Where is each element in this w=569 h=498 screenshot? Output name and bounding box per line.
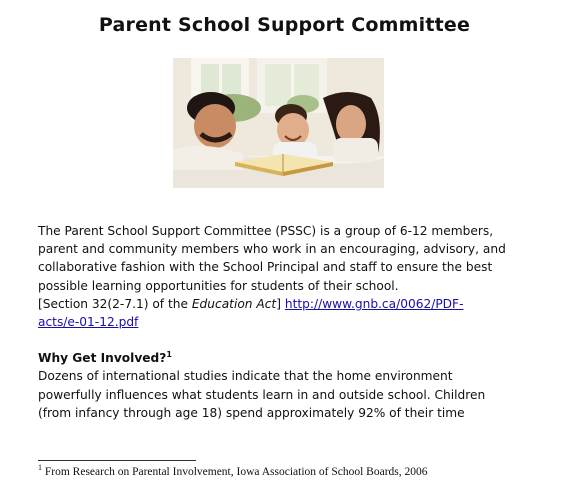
section-suffix: ] <box>276 296 285 311</box>
family-reading-illustration <box>173 58 384 188</box>
act-name: Education Act <box>191 296 277 311</box>
intro-line: parent and community members who work in an encouraging, advisory, and <box>38 242 506 257</box>
footnote-reference[interactable]: 1 <box>166 350 172 360</box>
family-reading-photo <box>173 58 384 188</box>
footnote <box>38 463 428 478</box>
heading-text: Why Get Involved? <box>38 351 167 366</box>
footnote-separator <box>38 460 196 461</box>
document-title: Parent School Support Committee <box>98 14 471 36</box>
paragraph-spacer <box>38 331 538 349</box>
act-pdf-link[interactable]: http://www.gnb.ca/0062/PDF- <box>284 296 464 311</box>
why-line: Dozens of international studies indicate that the home environment <box>38 369 453 384</box>
intro-line: The Parent School Support Committee (PSSC) is a group of 6-12 members, <box>38 224 494 238</box>
footnote-marker: 1 <box>38 463 42 473</box>
intro-line: collaborative fashion with the School Principal and staff to ensure the best <box>38 260 493 275</box>
document-body <box>38 222 538 422</box>
section-prefix: [Section 32(2-7.1) of the <box>38 296 192 311</box>
footnote-text: From Research on Parental Involvement, Iowa Association of School Boards, 2006 <box>42 466 428 478</box>
why-line: powerfully influences what students learn in and outside school. Children <box>38 387 486 402</box>
why-get-involved-heading <box>38 349 538 367</box>
intro-line: possible learning opportunities for students of their school. <box>38 278 399 293</box>
link-continuation <box>38 313 538 331</box>
why-line: (from infancy through age 18) spend approximately 92% of their time <box>38 405 465 420</box>
section-reference <box>38 295 538 313</box>
act-pdf-link-continued[interactable]: acts/e-01-12.pdf <box>38 315 139 330</box>
